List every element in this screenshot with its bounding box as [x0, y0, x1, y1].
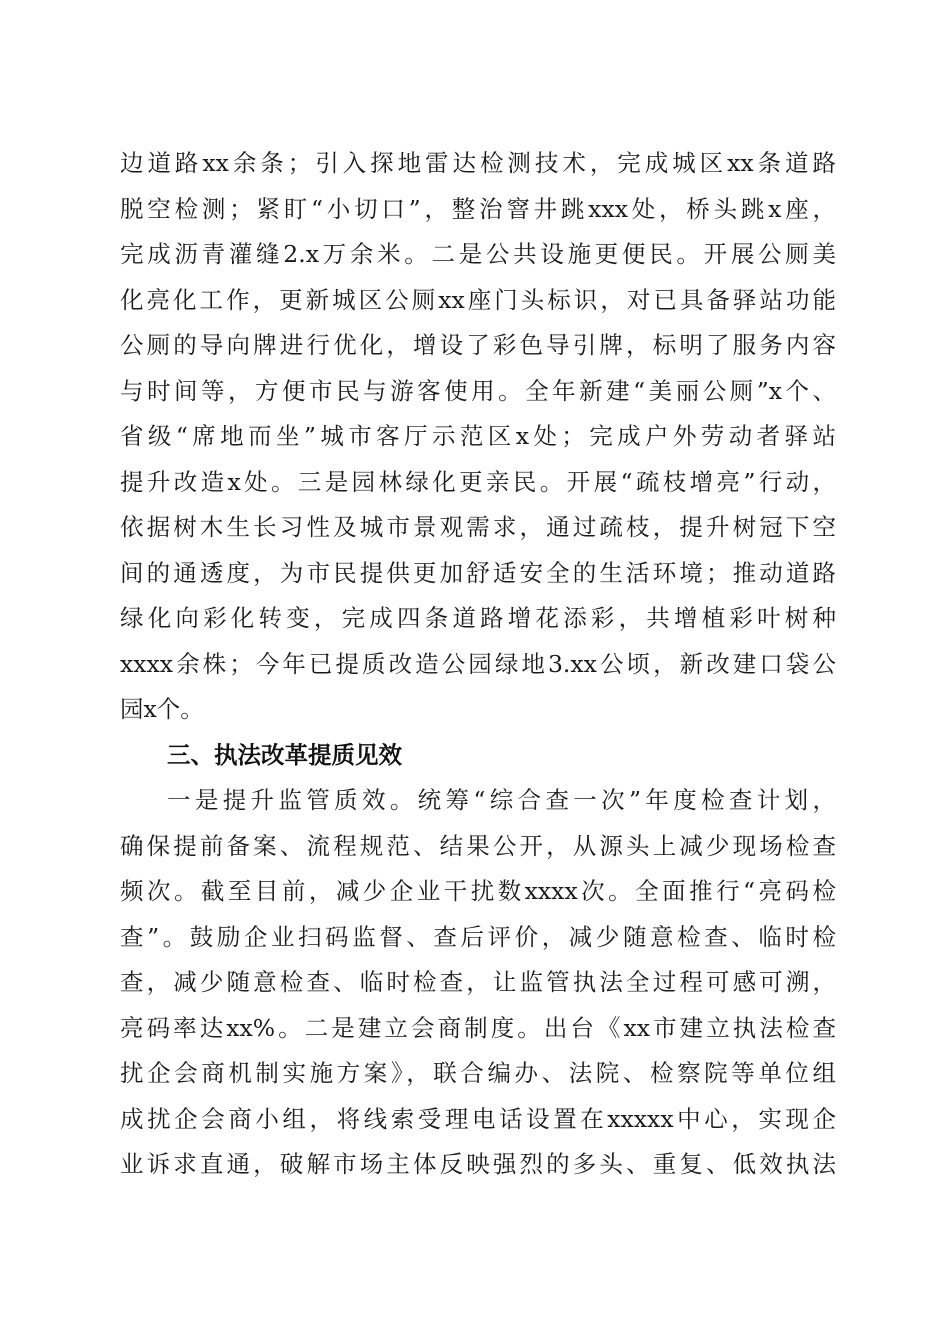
paragraph-line: 园x个。 — [120, 695, 204, 723]
paragraph-line: 查”。鼓励企业扫码监督、查后评价，减少随意检查、临时检 — [120, 922, 836, 951]
paragraph-line: 确保提前备案、流程规范、结果公开，从源头上减少现场检查 — [120, 831, 836, 860]
paragraph-line: 绿化向彩化转变，完成四条道路增花添彩，共增植彩叶树种 — [120, 604, 836, 632]
paragraph-line: xxxx余株；今年已提质改造公园绿地3.xx公顷，新改建口袋公 — [120, 649, 836, 678]
paragraph-line: 成扰企会商小组，将线索受理电话设置在xxxxx中心，实现企 — [120, 1104, 836, 1133]
paragraph-line: 化亮化工作，更新城区公厕xx座门头标识，对已具备驿站功能 — [120, 285, 836, 314]
paragraph-line: 省级“席地而坐”城市客厅示范区x处；完成户外劳动者驿站 — [120, 422, 836, 450]
paragraph-line: 提升改造x处。三是园林绿化更亲民。开展“疏枝增亮”行动， — [120, 467, 836, 496]
paragraph-line: 脱空检测；紧盯“小切口”，整治窨井跳xxx处，桥头跳x座， — [120, 194, 836, 223]
document-body — [120, 141, 836, 1188]
paragraph-line: 完成沥青灌缝2.x万余米。二是公共设施更便民。开展公厕美 — [120, 240, 836, 268]
section-heading: 三、执法改革提质见效 — [167, 740, 402, 769]
paragraph-line: 依据树木生长习性及城市景观需求，通过疏枝，提升树冠下空 — [120, 513, 836, 541]
paragraph-line: 业诉求直通，破解市场主体反映强烈的多头、重复、低效执法 — [120, 1150, 836, 1178]
paragraph-line: 亮码率达xx%。二是建立会商制度。出台《xx市建立执法检查 — [120, 1013, 836, 1042]
paragraph-line: 扰企会商机制实施方案》，联合编办、法院、检察院等单位组 — [120, 1059, 836, 1087]
paragraph-line: 公厕的导向牌进行优化，增设了彩色导引牌，标明了服务内容 — [120, 331, 836, 359]
paragraph-line: 查，减少随意检查、临时检查，让监管执法全过程可感可溯， — [120, 968, 836, 996]
paragraph-line: 频次。截至目前，减少企业干扰数xxxx次。全面推行“亮码检 — [120, 877, 836, 905]
paragraph-line: 一是提升监管质效。统筹“综合查一次”年度检查计划， — [167, 786, 836, 814]
paragraph-line: 边道路xx余条；引入探地雷达检测技术，完成城区xx条道路 — [120, 149, 836, 177]
paragraph-line: 间的通透度，为市民提供更加舒适安全的生活环境；推动道路 — [120, 558, 836, 587]
paragraph-line: 与时间等，方便市民与游客使用。全年新建“美丽公厕”x个、 — [120, 376, 836, 405]
